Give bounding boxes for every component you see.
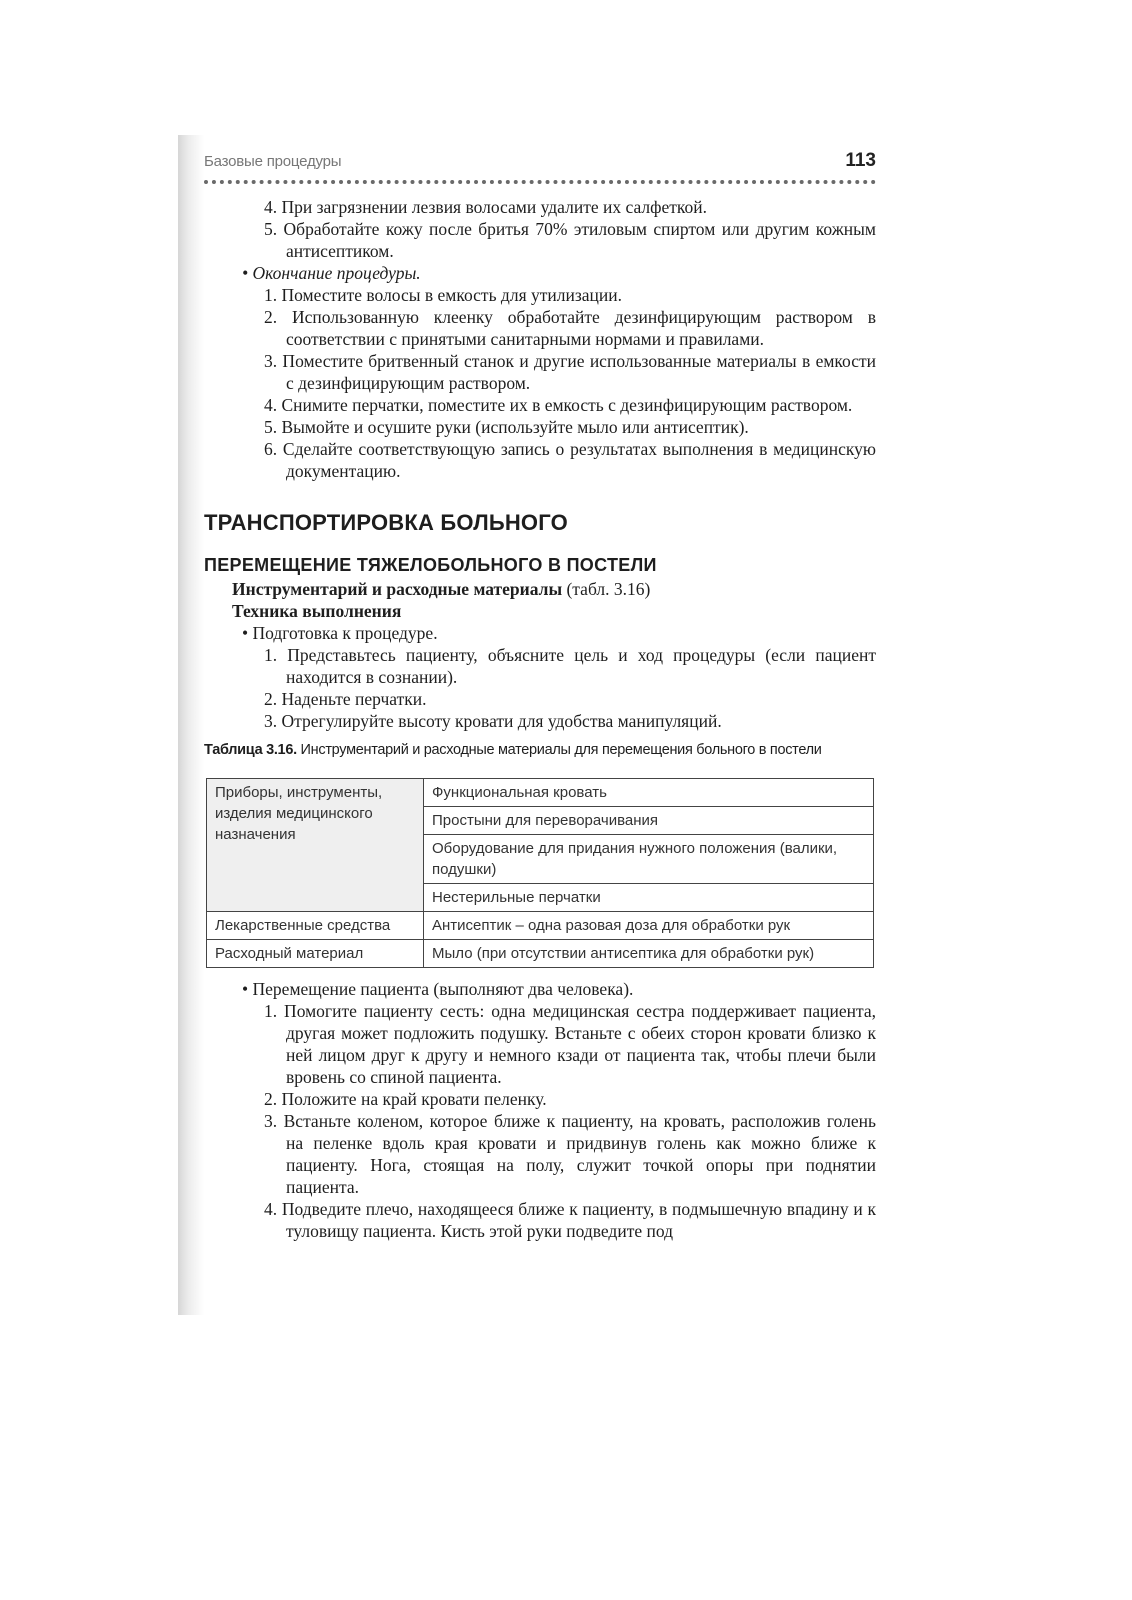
- running-section-title: Базовые процедуры: [204, 153, 342, 170]
- table-caption-text: Инструментарий и расходные материалы для перемещения больного в постели: [296, 742, 822, 758]
- table-cell-item: Мыло (при отсутствии антисептика для обработки рук): [424, 940, 874, 968]
- table-cell-category: Расходный материал: [207, 940, 424, 968]
- book-page: [204, 150, 876, 1242]
- list-item: 6. Сделайте соответствующую запись о результатах выполнения в медицинскую документацию.: [264, 439, 876, 481]
- completion-title: Окончание процедуры.: [252, 263, 421, 283]
- bullet-heading: • Окончание процедуры.: [242, 263, 421, 283]
- materials-label: Инструментарий и расходные материалы: [232, 579, 563, 599]
- table-row: [207, 779, 874, 807]
- table-row: [207, 940, 874, 968]
- table-cell-category: Лекарственные средства: [207, 912, 424, 940]
- preparation-title: Подготовка к процедуре.: [252, 623, 438, 643]
- list-item: 4. При загрязнении лезвия волосами удалите их салфеткой.: [264, 197, 707, 217]
- header-dotted-rule: [204, 180, 876, 184]
- table-caption: [204, 742, 876, 758]
- list-item: 2. Положите на край кровати пеленку.: [264, 1089, 547, 1109]
- table-cell-item: Антисептик – одна разовая доза для обработки рук: [424, 912, 874, 940]
- subsection-heading: ПЕРЕМЕЩЕНИЕ ТЯЖЕЛОБОЛЬНОГО В ПОСТЕЛИ: [204, 555, 657, 575]
- technique-line: [204, 600, 876, 622]
- list-item: 1. Поместите волосы в емкость для утилизации.: [264, 285, 623, 305]
- list-item: 2. Использованную клеенку обработайте дезинфицирующим раствором в соответствии с принятыми санитарными нормами и правилами.: [264, 307, 876, 349]
- list-item: 3. Отрегулируйте высоту кровати для удобства манипуляций.: [264, 711, 722, 731]
- scan-edge-shadow: [178, 135, 204, 1315]
- materials-line: [204, 578, 876, 600]
- table-cell-item: Оборудование для придания нужного положения (валики, подушки): [424, 835, 874, 884]
- section-heading: ТРАНСПОРТИРОВКА БОЛЬНОГО: [204, 510, 568, 535]
- bullet-heading: • Перемещение пациента (выполняют два человека).: [242, 979, 634, 999]
- table-cell-category: Приборы, инструменты, изделия медицинского назначения: [207, 779, 424, 912]
- table-cell-item: Нестерильные перчатки: [424, 884, 874, 912]
- materials-table: [206, 778, 874, 968]
- table-cell-item: Простыни для переворачивания: [424, 807, 874, 835]
- list-item: 1. Представьтесь пациенту, объясните цель и ход процедуры (если пациент находится в сознании).: [264, 645, 876, 687]
- materials-table-ref: (табл. 3.16): [562, 579, 651, 599]
- list-item: 4. Снимите перчатки, поместите их в емкость с дезинфицирующим раствором.: [264, 395, 853, 415]
- table-caption-label: Таблица 3.16.: [204, 742, 297, 758]
- technique-title: Техника выполнения: [232, 601, 402, 621]
- list-item: 1. Помогите пациенту сесть: одна медицинская сестра поддерживает пациента, другая может подложить подушку. Встаньте с обеих сторон кровати близко к ней лицом друг к другу и немного кзади от пациента так, чтобы плечи были вровень со спиной пациента.: [264, 1001, 876, 1087]
- list-item: 3. Встаньте коленом, которое ближе к пациенту, на кровать, расположив голень на пеленке вдоль края кровати и придвинув голень как можно ближе к пациенту. Нога, стоящая на полу, служит точкой опоры при поднятии пациента.: [264, 1111, 876, 1197]
- list-item: 2. Наденьте перчатки.: [264, 689, 427, 709]
- list-item: 4. Подведите плечо, находящееся ближе к пациенту, в подмышечную впадину и к туловищу пациента. Кисть этой руки подведите под: [264, 1199, 876, 1241]
- table-cell-item: Функциональная кровать: [424, 779, 874, 807]
- body-text-continued: [204, 978, 876, 1242]
- body-text: [204, 196, 876, 732]
- page-number: 113: [845, 150, 876, 171]
- list-item: 5. Вымойте и осушите руки (используйте мыло или антисептик).: [264, 417, 749, 437]
- running-header: [204, 150, 876, 180]
- list-item: 5. Обработайте кожу после бритья 70% этиловым спиртом или другим кожным антисептиком.: [264, 219, 876, 261]
- moving-title: Перемещение пациента (выполняют два человека).: [252, 979, 634, 999]
- table-row: [207, 912, 874, 940]
- bullet-heading: • Подготовка к процедуре.: [242, 623, 438, 643]
- list-item: 3. Поместите бритвенный станок и другие использованные материалы в емкости с дезинфицирующим раствором.: [264, 351, 876, 393]
